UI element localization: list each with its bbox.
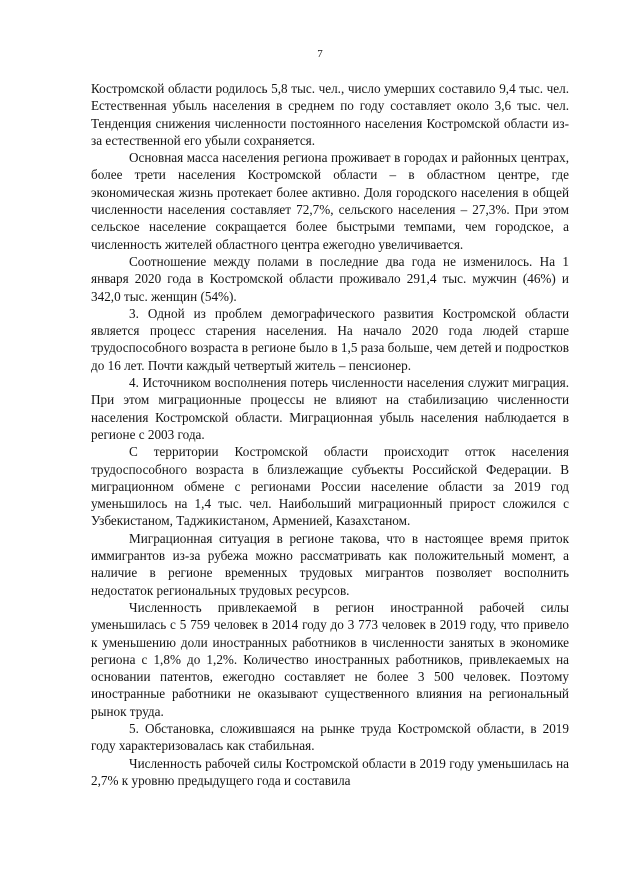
document-body bbox=[91, 80, 569, 789]
paragraph-population-aging: 3. Одной из проблем демографического развития Костромской области является процесс старения населения. На начало 2020 года людей старше трудоспособного возраста в регионе было в 1,5 раза больше, чем детей и подростков до 16 лет. Почти каждый четвертый житель – пенсионер. bbox=[91, 305, 569, 373]
paragraph-migration: 4. Источником восполнения потерь численности населения служит миграция. При этом миграционные процессы не влияют на стабилизацию численности населения Костромской области. Миграционная убыль населения наблюдается в регионе с 2003 года. bbox=[91, 375, 569, 442]
paragraph-immigrants: Миграционная ситуация в регионе такова, что в настоящее время приток иммигрантов из-за рубежа можно рассматривать как положительный момент, а наличие в регионе временных трудовых мигрантов позволяет восполнить недостаток региональных трудовых ресурсов. bbox=[91, 530, 569, 598]
paragraph-labor-market: 5. Обстановка, сложившаяся на рынке труда Костромской области, в 2019 году характеризовалась как стабильная. bbox=[91, 720, 569, 754]
paragraph-gender-ratio: Соотношение между полами в последние два года не изменилось. На 1 января 2020 года в Костромской области проживало 291,4 тыс. мужчин (46%) и 342,0 тыс. женщин (54%). bbox=[91, 253, 569, 304]
page-number: 7 bbox=[317, 48, 323, 60]
paragraph-births-deaths: Костромской области родилось 5,8 тыс. чел., число умерших составило 9,4 тыс. чел. Естественная убыль населения в среднем по году составляет около 3,6 тыс. чел. Тенденция снижения численности постоянного населения Костромской области из-за естественной его убыли сохраняется. bbox=[91, 81, 569, 148]
paragraph-outflow: С территории Костромской области происходит отток населения трудоспособного возраста в близлежащие субъекты Российской Федерации. В миграционном обмене с регионами России население области за 2019 год уменьшилось на 1,4 тыс. чел. Наибольший миграционный прирост сложился с Узбекистаном, Таджикистаном, Арменией, Казахстаном. bbox=[91, 444, 569, 529]
paragraph-workforce: Численность рабочей силы Костромской области в 2019 году уменьшилась на 2,7% к уровню предыдущего года и составила bbox=[91, 755, 569, 788]
paragraph-urban-rural: Основная масса населения региона проживает в городах и районных центрах, более трети населения Костромской области – в областном центре, где экономическая жизнь протекает более активно. Доля городского населения в общей численности населения составляет 72,7%, сельского населения – 27,3%. При этом сельское население сокращается более быстрыми темпами, чем городское, а численность жителей областного центра ежегодно увеличивается. bbox=[91, 150, 569, 252]
paragraph-foreign-workers: Численность привлекаемой в регион иностранной рабочей силы уменьшилась с 5 759 человек в 2014 году до 3 773 человек в 2019 году, что привело к уменьшению доли иностранных работников в численности занятых в экономике региона с 1,8% до 1,2%. Количество иностранных работников, привлекаемых на основании патентов, ежегодно составляет не более 3 500 человек. Поэтому иностранные работники не оказывают существенного влияния на региональный рынок труда. bbox=[91, 599, 569, 719]
